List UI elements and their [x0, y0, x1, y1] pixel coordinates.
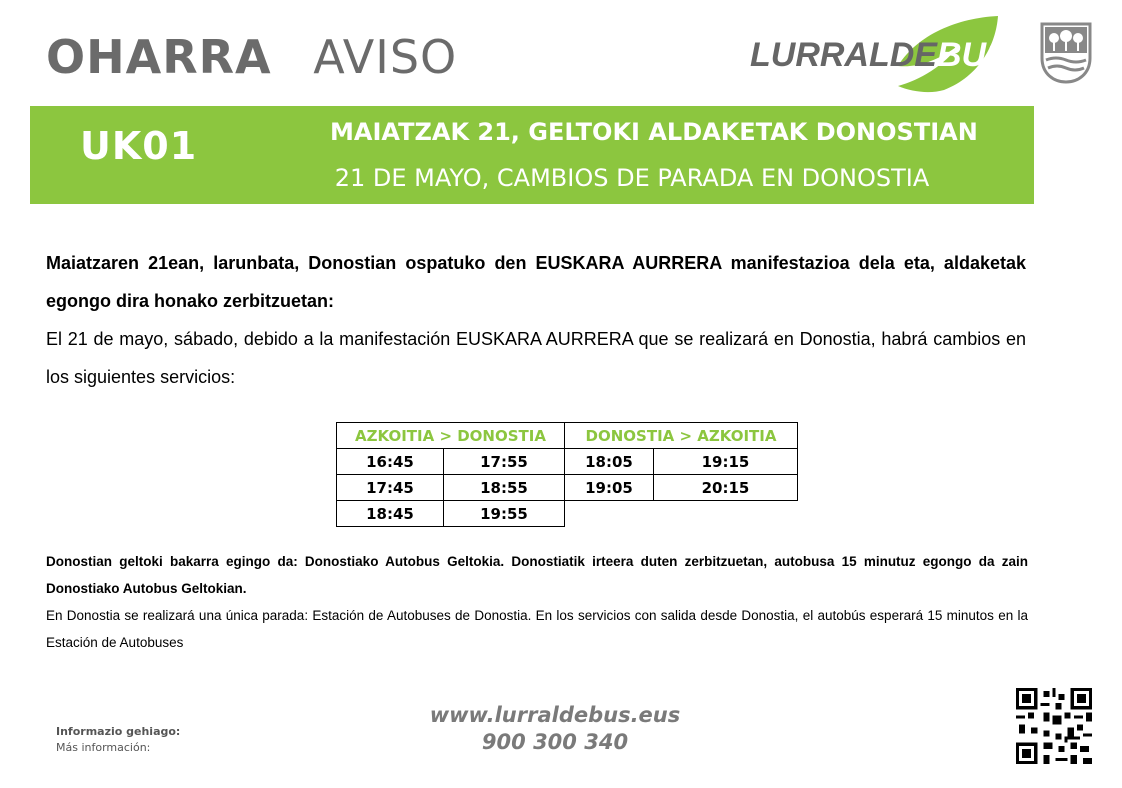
banner-heading-basque: MAIATZAK 21, GELTOKI ALDAKETAK DONOSTIAN	[330, 118, 978, 146]
page-title	[46, 30, 457, 84]
website-link[interactable]: www.lurraldebus.eus	[429, 703, 681, 727]
time-cell: 17:45	[337, 475, 444, 501]
more-info-label	[56, 724, 180, 756]
time-cell: 19:05	[565, 475, 654, 501]
contact-info	[400, 702, 710, 756]
header-azkoitia-donostia: AZKOITIA > DONOSTIA	[337, 423, 565, 449]
logo-text-dark: LURRALDE	[750, 36, 937, 74]
qr-code-icon	[1016, 688, 1092, 764]
title-spanish: AVISO	[313, 30, 458, 84]
notice-banner	[30, 106, 1034, 204]
time-cell: 18:45	[337, 501, 444, 527]
time-cell: 18:55	[444, 475, 565, 501]
stop-notes	[46, 548, 1028, 656]
table-row	[337, 449, 798, 475]
lurraldebus-logo	[748, 14, 1009, 94]
line-code: UK01	[80, 124, 198, 168]
time-cell: 16:45	[337, 449, 444, 475]
empty-cell	[565, 501, 654, 527]
banner-heading-spanish: 21 DE MAYO, CAMBIOS DE PARADA EN DONOSTIA	[334, 164, 930, 192]
intro-basque: Maiatzaren 21ean, larunbata, Donostian ospatuko den EUSKARA AURRERA manifestazioa dela eta, aldaketak egongo dira honako zerbitzuetan:	[46, 253, 1026, 311]
phone-number: 900 300 340	[481, 730, 629, 754]
more-info-spanish: Más información:	[56, 741, 151, 754]
more-info-basque: Informazio gehiago:	[56, 725, 181, 738]
time-cell: 19:55	[444, 501, 565, 527]
table-row	[337, 475, 798, 501]
svg-text:LURRALDEBUS	[750, 36, 1009, 74]
intro-spanish: El 21 de mayo, sábado, debido a la manifestación EUSKARA AURRERA que se realizará en Donostia, habrá cambios en los siguientes servicios:	[46, 329, 1026, 387]
timetable	[336, 422, 798, 527]
logo-text-light: BUS	[936, 36, 1009, 74]
timetable-header-row	[337, 423, 798, 449]
header-donostia-azkoitia: DONOSTIA > AZKOITIA	[565, 423, 798, 449]
empty-cell	[654, 501, 798, 527]
notes-basque: Donostian geltoki bakarra egingo da: Donostiako Autobus Geltokia. Donostiatik irteera duten zerbitzuetan, autobusa 15 minutuz egongo da zain Donostiako Autobus Geltokian.	[46, 554, 1028, 596]
time-cell: 18:05	[565, 449, 654, 475]
intro-text	[46, 244, 1026, 396]
time-cell: 20:15	[654, 475, 798, 501]
gipuzkoa-crest-icon	[1040, 18, 1092, 84]
time-cell: 17:55	[444, 449, 565, 475]
time-cell: 19:15	[654, 449, 798, 475]
notes-spanish: En Donostia se realizará una única parada: Estación de Autobuses de Donostia. En los servicios con salida desde Donostia, el autobús esperará 15 minutos en la Estación de Autobuses	[46, 608, 1028, 650]
table-row	[337, 501, 798, 527]
title-basque: OHARRA	[46, 30, 272, 84]
